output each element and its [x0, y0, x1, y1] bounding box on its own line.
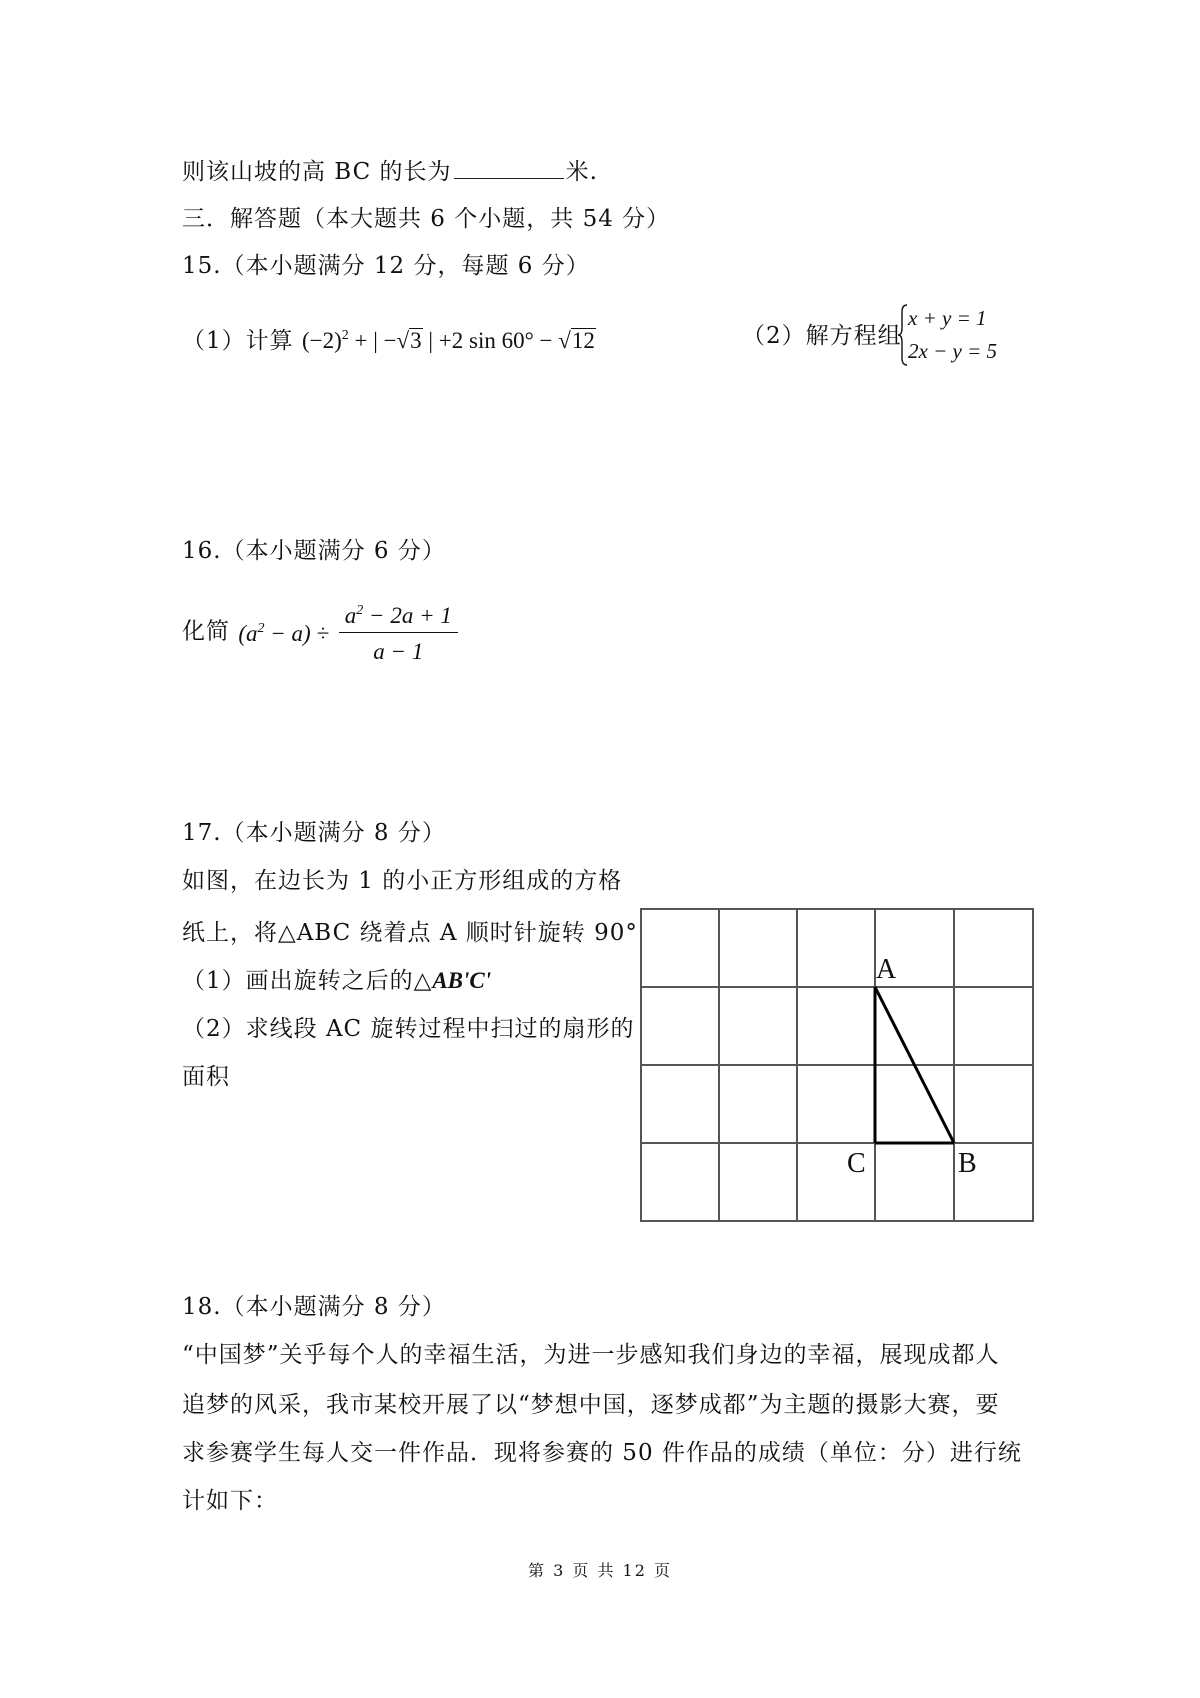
grid-figure: [640, 908, 1034, 1222]
q16-num-exponent: 2: [356, 603, 364, 618]
label-a: A: [876, 954, 897, 985]
q15-header: 15.（本小题满分 12 分，每题 6 分）: [182, 253, 590, 279]
q17-line-5: 面积: [182, 1064, 230, 1090]
q18-line-3: 求参赛学生每人交一件作品．现将参赛的 50 件作品的成绩（单位：分）进行统: [182, 1440, 1022, 1466]
equation-1: x + y = 1: [908, 306, 987, 330]
q15-part1: [182, 321, 596, 356]
q17-header: 17.（本小题满分 8 分）: [182, 820, 446, 846]
q14-text-before: 则该山坡的高 BC 的长为: [182, 159, 452, 185]
q16-lhs: [238, 621, 334, 646]
q16-label: 化简: [182, 618, 230, 645]
section-heading: 三．解答题（本大题共 6 个小题，共 54 分）: [182, 206, 671, 232]
sqrt-12-radicand: 12: [571, 328, 595, 353]
q17-triangle-name: AB'C': [432, 968, 492, 993]
q15-part2-label: （2）解方程组: [742, 323, 902, 349]
q16-fraction: [339, 598, 458, 665]
q18-line-1: “中国梦”关乎每个人的幸福生活，为进一步感知我们身边的幸福，展现成都人: [182, 1342, 1000, 1368]
q16-problem: [182, 598, 458, 665]
q17-line-4: （2）求线段 AC 旋转过程中扫过的扇形的: [182, 1016, 635, 1042]
q18-line-4: 计如下：: [182, 1488, 278, 1514]
q16-num-base: a: [344, 603, 357, 628]
q17-line-3-text: （1）画出旋转之后的△: [182, 968, 433, 994]
sqrt-3: √3: [396, 328, 422, 353]
q16-lhs-base: (a: [238, 621, 258, 646]
q15-part1-label: （1）计算: [182, 328, 294, 354]
equation-2: 2x − y = 5: [908, 339, 997, 363]
q17-line-1: 如图，在边长为 1 的小正方形组成的方格: [182, 868, 623, 894]
q16-numerator: [339, 598, 458, 633]
sqrt-12: √12: [558, 328, 595, 353]
q15-expr-abs-open: + | −: [354, 328, 397, 353]
q15-expr-base: (−2): [301, 328, 342, 353]
q16-header: 16.（本小题满分 6 分）: [182, 538, 446, 564]
q15-expr-exponent: 2: [341, 328, 349, 343]
q14-answer-blank[interactable]: [454, 156, 564, 179]
q16-lhs-exponent: 2: [257, 621, 265, 636]
sqrt-3-radicand: 3: [410, 328, 422, 353]
q16-num-rest: − 2a + 1: [363, 603, 452, 628]
q14-answer-line: [182, 156, 598, 187]
q15-expression: [302, 328, 596, 353]
grid-svg: [640, 908, 1034, 1222]
label-c: C: [847, 1148, 866, 1179]
page-footer: 第 3 页 共 12 页: [528, 1561, 672, 1580]
q15-expr-middle: | +2 sin 60° −: [428, 328, 553, 353]
q16-denominator: a − 1: [373, 639, 424, 664]
q17-line-3: [182, 966, 491, 996]
q18-line-2: 追梦的风采，我市某校开展了以“梦想中国，逐梦成都”为主题的摄影大赛，要: [182, 1392, 1000, 1418]
q17-line-2: 纸上，将△ABC 绕着点 A 顺时针旋转 90°: [182, 920, 638, 946]
label-b: B: [958, 1148, 977, 1179]
equation-system: [908, 302, 997, 368]
left-brace-icon: [898, 304, 908, 366]
q18-header: 18.（本小题满分 8 分）: [182, 1294, 446, 1320]
q14-text-after: 米.: [565, 159, 598, 185]
q16-lhs-rest: − a) ÷: [264, 621, 330, 646]
